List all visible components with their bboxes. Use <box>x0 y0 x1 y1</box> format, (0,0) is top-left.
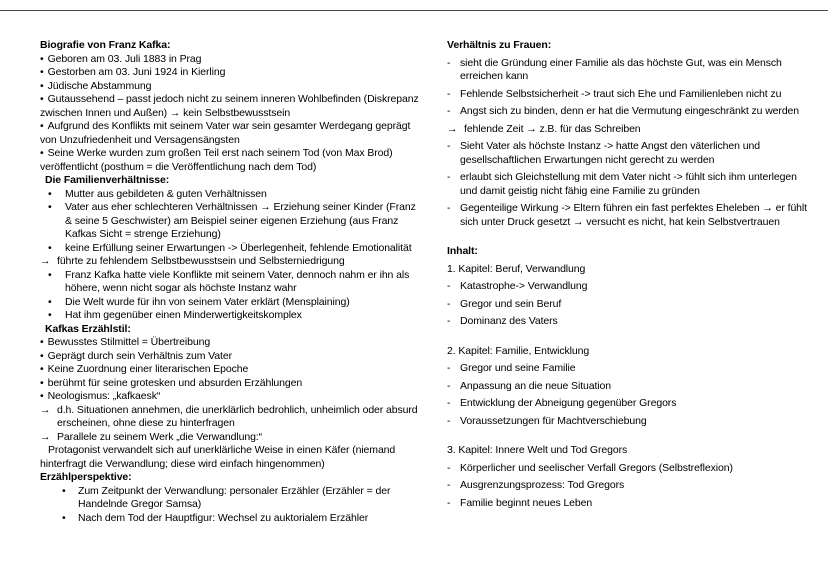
list-item-text: Jüdische Abstammung <box>47 79 152 92</box>
arrow-list-item <box>447 123 809 137</box>
bullet-list-item <box>40 363 420 377</box>
bullet-marker-icon: • <box>40 336 44 348</box>
list-item-text: Franz Kafka hatte viele Konflikte mit seinem Vater, dennoch nahm er ihn als höhere, wenn nicht sogar als höchste Instanz wahr <box>65 268 410 294</box>
paragraph-line: 3. Kapitel: Innere Welt und Tod Gregors <box>447 444 628 456</box>
list-item-text: Nach dem Tod der Hauptfigur: Wechsel zu auktorialem Erzähler <box>78 511 369 524</box>
list-item-text: Voraussetzungen für Machtverschiebung <box>460 414 647 427</box>
dash-marker-icon: - <box>447 461 451 474</box>
bullet-list-item <box>40 120 420 147</box>
bullet-marker-icon: • <box>48 187 52 200</box>
list-item-text: Gestorben am 03. Juni 1924 in Kierling <box>47 66 226 78</box>
bullet-marker-icon: • <box>40 120 44 132</box>
list-item-text: Familie beginnt neues Leben <box>460 496 593 509</box>
paragraph-line: Protagonist verwandelt sich auf unerklärliche Weise in einen Käfer (niemand hinterfragt die Verwandlung; diese wird einfach hingenommen) <box>40 444 396 470</box>
list-item-text: Keine Zuordnung einer literarischen Epoche <box>47 363 249 375</box>
section-heading: Inhalt: <box>447 245 478 257</box>
bullet-list-item <box>40 269 420 296</box>
arrow-marker-icon: → <box>40 255 51 267</box>
bullet-list-item <box>40 66 420 80</box>
bullet-marker-icon: • <box>40 79 44 92</box>
list-item-text: sieht die Gründung einer Familie als das höchste Gut, was ein Mensch erreichen kann <box>460 56 782 82</box>
section-spacer <box>447 432 809 444</box>
dash-list-item <box>447 315 809 329</box>
list-item-text: Die Welt wurde für ihn von seinem Vater erklärt (Mensplaining) <box>65 295 350 308</box>
dash-list-item <box>447 380 809 394</box>
dash-marker-icon: - <box>447 280 451 292</box>
bullet-list-item <box>40 390 420 404</box>
section-heading: Biografie von Franz Kafka: <box>40 39 171 51</box>
dash-list-item <box>447 298 809 312</box>
arrow-marker-icon: → <box>40 403 51 416</box>
list-item-text: fehlende Zeit → z.B. für das Schreiben <box>464 122 641 135</box>
list-item-text: Geboren am 03. Juli 1883 in Prag <box>47 52 202 65</box>
section-heading: Verhältnis zu Frauen: <box>447 39 552 51</box>
section-spacer <box>447 233 809 245</box>
list-item-text: Bewusstes Stilmittel = Übertreibung <box>47 336 211 348</box>
list-item-text: Zum Zeitpunkt der Verwandlung: personaler Erzähler (Erzähler = der Handelnde Gregor Samsa) <box>78 484 391 510</box>
bullet-marker-icon: • <box>40 390 44 402</box>
bullet-marker-icon: • <box>40 363 44 375</box>
dash-list-item <box>447 57 809 84</box>
list-item-text: erlaubt sich Gleichstellung mit dem Vater nicht -> fühlt sich ihm unterlegen und damit geistig nicht fähig eine Familie zu gründen <box>460 171 797 197</box>
dash-marker-icon: - <box>447 87 451 100</box>
bullet-marker-icon: • <box>40 376 44 389</box>
dash-list-item <box>447 497 809 511</box>
dash-marker-icon: - <box>447 140 451 152</box>
bullet-marker-icon: • <box>40 52 44 65</box>
dash-marker-icon: - <box>447 56 451 69</box>
bullet-marker-icon: • <box>62 511 66 524</box>
list-item-text: Geprägt durch sein Verhältnis zum Vater <box>47 349 232 362</box>
list-item-text: Gregor und sein Beruf <box>460 297 562 310</box>
header-divider <box>0 10 828 11</box>
list-item-text: Körperlicher und seelischer Verfall Gregors (Selbstreflexion) <box>460 461 733 474</box>
bullet-list-item <box>40 296 420 310</box>
dash-list-item <box>447 362 809 376</box>
bullet-list-item <box>40 93 420 120</box>
right-column <box>447 39 809 514</box>
list-item-text: Hat ihm gegenüber einen Minderwertigkeitskomplex <box>65 309 302 321</box>
arrow-list-item <box>40 255 420 269</box>
dash-marker-icon: - <box>447 171 451 183</box>
dash-marker-icon: - <box>447 202 451 214</box>
bullet-list-item <box>40 53 420 67</box>
list-item-text: Fehlende Selbstsicherheit -> traut sich Ehe und Familienleben nicht zu <box>460 87 782 100</box>
bullet-list-item <box>40 377 420 391</box>
paragraph-line: 1. Kapitel: Beruf, Verwandlung <box>447 262 586 275</box>
list-item-text: berühmt für seine grotesken und absurden Erzählungen <box>47 376 303 389</box>
bullet-marker-icon: • <box>40 349 44 362</box>
left-column <box>40 39 420 525</box>
bullet-list-item <box>40 242 420 256</box>
list-item-text: Mutter aus gebildeten & guten Verhältnissen <box>65 187 267 200</box>
arrow-list-item <box>40 431 420 445</box>
list-item-text: Sieht Vater als höchste Instanz -> hatte Angst den väterlichen und gesellschaftlichen Erwartungen nicht gerecht zu werden <box>460 140 760 166</box>
dash-list-item <box>447 280 809 294</box>
dash-list-item <box>447 397 809 411</box>
list-item-text: keine Erfüllung seiner Erwartungen -> Überlegenheit, fehlende Emotionalität <box>65 241 412 254</box>
bullet-list-item <box>40 201 420 242</box>
list-item-text: Parallele zu seinem Werk „die Verwandlung:“ <box>57 430 263 443</box>
bullet-marker-icon: • <box>62 484 66 497</box>
bullet-marker-icon: • <box>48 241 52 254</box>
list-item-text: Gregor und seine Familie <box>460 362 576 374</box>
dash-marker-icon: - <box>447 297 451 310</box>
dash-marker-icon: - <box>447 105 451 117</box>
bullet-marker-icon: • <box>48 309 52 321</box>
dash-marker-icon: - <box>447 479 451 491</box>
bullet-list-item <box>40 512 420 526</box>
list-item-text: Gutaussehend – passt jedoch nicht zu seinem inneren Wohlbefinden (Diskrepanz zwischen Innen und Außen) → kein Selbstbewusstsein <box>40 93 419 119</box>
dash-marker-icon: - <box>447 414 451 427</box>
dash-marker-icon: - <box>447 362 451 374</box>
list-item-text: Angst sich zu binden, denn er hat die Vermutung eingeschränkt zu werden <box>460 105 800 117</box>
bullet-list-item <box>40 309 420 323</box>
arrow-marker-icon: → <box>447 122 458 135</box>
section-heading: Die Familienverhältnisse: <box>45 174 170 186</box>
list-item-text: Aufgrund des Konflikts mit seinem Vater war sein gesamter Werdegang geprägt von Unzufriedenheit und Versagensängsten <box>40 120 411 146</box>
list-item-text: d.h. Situationen annehmen, die unerklärlich bedrohlich, unheimlich oder absurd erscheinen, ohne diese zu hinterfragen <box>57 403 418 429</box>
dash-list-item <box>447 202 809 229</box>
bullet-list-item <box>40 336 420 350</box>
bullet-marker-icon: • <box>48 201 52 213</box>
section-heading: Kafkas Erzählstil: <box>45 322 131 335</box>
paragraph-line: 2. Kapitel: Familie, Entwicklung <box>447 344 590 357</box>
dash-list-item <box>447 88 809 102</box>
bullet-list-item <box>40 485 420 512</box>
list-item-text: Ausgrenzungsprozess: Tod Gregors <box>460 479 625 491</box>
list-item-text: Gegenteilige Wirkung -> Eltern führen ein fast perfektes Eheleben → er fühlt sich unter Druck gesetzt → versucht es nicht, hat kein Selbstvertrauen <box>460 202 807 228</box>
list-item-text: Neologismus: „kafkaesk“ <box>47 390 161 402</box>
dash-list-item <box>447 462 809 476</box>
arrow-marker-icon: → <box>40 430 51 443</box>
list-item-text: Seine Werke wurden zum großen Teil erst nach seinem Tod (von Max Brod) veröffentlicht (posthum = die Veröffentlichung nach dem Tod) <box>40 147 393 173</box>
bullet-marker-icon: • <box>48 295 52 308</box>
dash-marker-icon: - <box>447 496 451 509</box>
bullet-list-item <box>40 147 420 174</box>
list-item-text: Dominanz des Vaters <box>460 315 558 327</box>
bullet-marker-icon: • <box>40 93 44 105</box>
dash-marker-icon: - <box>447 397 451 409</box>
dash-list-item <box>447 479 809 493</box>
dash-list-item <box>447 415 809 429</box>
section-heading: Erzählperspektive: <box>40 471 132 483</box>
list-item-text: Entwicklung der Abneigung gegenüber Gregors <box>460 397 677 409</box>
bullet-list-item <box>40 350 420 364</box>
dash-marker-icon: - <box>447 379 451 392</box>
bullet-marker-icon: • <box>48 268 52 281</box>
bullet-marker-icon: • <box>40 147 44 159</box>
list-item-text: führte zu fehlendem Selbstbewusstsein und Selbsterniedrigung <box>57 255 345 267</box>
list-item-text: Vater aus eher schlechteren Verhältnissen → Erziehung seiner Kinder (Franz & seine 5 Geschwister) am Beispiel seiner eigenen Erziehung (aus Franz Kafkas Sicht = strenge Erziehung) <box>65 201 416 240</box>
dash-list-item <box>447 140 809 167</box>
bullet-list-item <box>40 188 420 202</box>
section-spacer <box>447 333 809 345</box>
dash-marker-icon: - <box>447 315 451 327</box>
dash-list-item <box>447 171 809 198</box>
list-item-text: Anpassung an die neue Situation <box>460 379 612 392</box>
bullet-marker-icon: • <box>40 66 44 78</box>
bullet-list-item <box>40 80 420 94</box>
list-item-text: Katastrophe-> Verwandlung <box>460 280 588 292</box>
arrow-list-item <box>40 404 420 431</box>
dash-list-item <box>447 105 809 119</box>
